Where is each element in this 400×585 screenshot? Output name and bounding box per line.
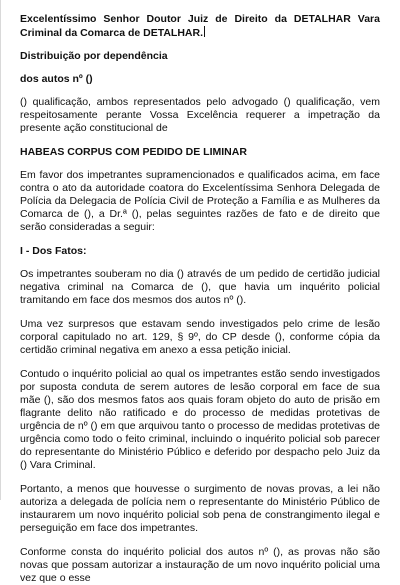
- address-line: [20, 13, 380, 40]
- facts-paragraph-3: Contudo o inquérito policial ao qual os impetrantes estão sendo investigados por suposta conduta de serem autores de lesão corporal em face de sua mãe (), são dos mesmos fatos aos quais foram objeto do auto de prisão em flagrante delito não ratificado e do processo de medidas protetivas de urgência de nº () em que arquivou tanto o processo de medidas protetivas de urgência como todo o feito criminal, incluindo o inquérito policial sob parecer do representante do Ministério Público e deferido por despacho pelo Juiz da () Vara Criminal.: [20, 368, 380, 471]
- intro-paragraph: () qualificação, ambos representados pelo advogado () qualificação, vem respeitosamente perante Vossa Excelência requerer a impetração da presente ação constitucional de: [20, 96, 380, 134]
- case-reference: dos autos nº (): [20, 73, 93, 85]
- petition-title: HABEAS CORPUS COM PEDIDO DE LIMINAR: [20, 146, 247, 158]
- facts-intro-paragraph: Em favor dos impetrantes supramencionados e qualificados acima, em face contra o ato da autoridade coatora do Excelentíssima Senhora Delegada de Polícia da Delegacia de Polícia Civil de Proteção a Família e as Mulheres da Comarca de (), a Dr.ª (), pelas seguintes razões de fato e de direito que serão consideradas a seguir:: [20, 169, 380, 233]
- facts-paragraph-4: Portanto, a menos que houvesse o surgimento de novas provas, a lei não autoriza a delegada de polícia nem o representante do Ministério Público de instaurarem um novo inquérito policial sob pena de constrangimento ilegal e perseguição em face dos impetrantes.: [20, 483, 380, 534]
- facts-paragraph-2: Uma vez surpresos que estavam sendo investigados pelo crime de lesão corporal capitulado no art. 129, § 9º, do CP desde (), conforme cópia da certidão criminal negativa em anexo a essa petição inicial.: [20, 318, 380, 356]
- address-text: Excelentíssimo Senhor Doutor Juiz de Direito da DETALHAR Vara Criminal da Comarca de DETALHAR.: [20, 13, 380, 39]
- facts-paragraph-1: Os impetrantes souberam no dia () através de um pedido de certidão judicial negativa criminal na Comarca de (), que havia um inquérito policial tramitando em face dos mesmos dos autos nº ().: [20, 268, 380, 306]
- section-title-facts: I - Dos Fatos:: [20, 245, 87, 257]
- distribution-line: Distribuição por dependência: [20, 50, 168, 62]
- text-cursor: [204, 26, 205, 37]
- facts-paragraph-5: Conforme consta do inquérito policial dos autos nº (), as provas não são novas que possam autorizar a instauração de um novo inquérito policial uma vez que o esse: [20, 546, 380, 584]
- page-edge: [0, 0, 1, 500]
